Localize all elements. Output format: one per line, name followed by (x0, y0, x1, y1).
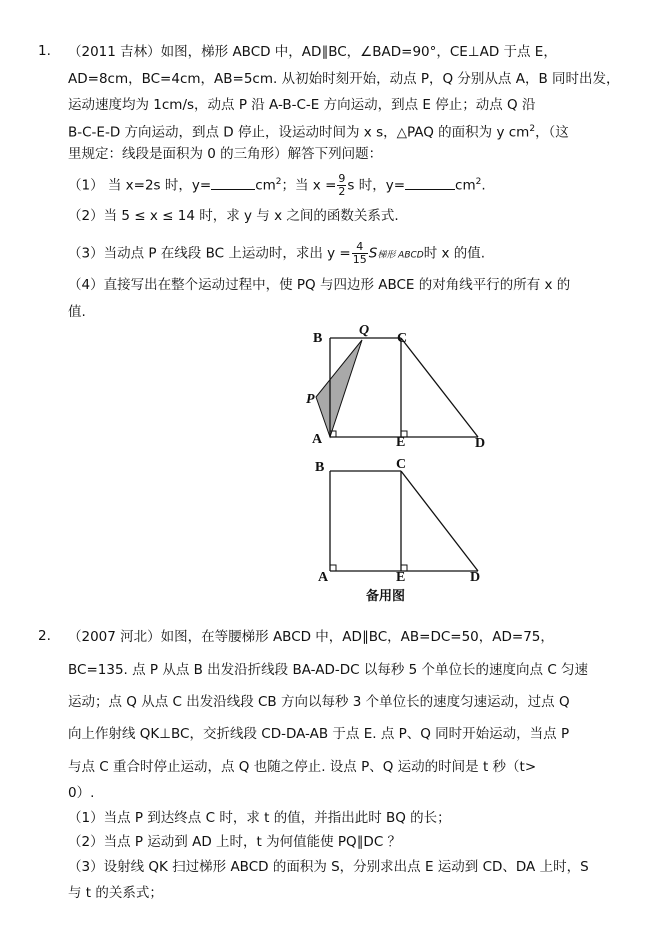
q2-line-4: 向上作射线 QK⊥BC，交折线段 CD-DA-AB 于点 E. 点 P、Q 同时开始运动，当点 P (68, 726, 570, 742)
label-b: B (313, 331, 323, 346)
frac-den: 2 (338, 185, 346, 198)
q1-line-1: （2011 吉林）如图，梯形 ABCD 中，AD∥BC，∠BAD=90°，CE⊥AD 于点 E， (68, 44, 557, 60)
label-p: P (306, 392, 315, 407)
q2-sub2: （2）当点 P 运动到 AD 上时，t 为何值能使 PQ∥DC ？ (68, 834, 402, 850)
label-a: A (312, 432, 323, 447)
q1-sub1-b: cm (255, 177, 276, 194)
q1-sub1-f: . (481, 177, 486, 194)
q1-sub1-sup2: 2 (475, 177, 482, 187)
figure-1-trapezoid (300, 320, 500, 450)
q2-sub3-line-2: 与 t 的关系式； (68, 885, 163, 901)
label-d: D (470, 570, 481, 585)
label-a: A (318, 570, 329, 585)
frac-num: 9 (338, 172, 346, 185)
q1-sub4-line-1: （4）直接写出在整个运动过程中，使 PQ 与四边形 ABCE 的对角线平行的所有 x 的 (68, 277, 571, 293)
segment-cd (401, 471, 478, 571)
figure-2-backup (300, 455, 500, 585)
shaded-triangle-paq (316, 340, 362, 437)
frac-den: 15 (352, 253, 367, 266)
fraction-9-2 (337, 173, 346, 198)
label-q: Q (359, 323, 370, 338)
q2-sub3-line-1: （3）设射线 QK 扫过梯形 ABCD 的面积为 S，分别求出点 E 运动到 CD、DA 上时，S (68, 859, 589, 875)
q1-sub1-d: s 时，y= (347, 177, 406, 194)
q2-line-6: 0）. (68, 785, 95, 801)
q1-line-4 (68, 120, 569, 142)
right-angle-a (330, 565, 336, 571)
q1-sub4-line-2: 值. (68, 304, 86, 320)
label-e: E (396, 435, 406, 450)
q1-sub1 (68, 173, 486, 198)
q2-line-5: 与点 C 重合时停止运动，点 Q 也随之停止. 设点 P、Q 运动的时间是 t 秒（t> (68, 759, 537, 775)
q1-line-5: 里规定：线段是面积为 0 的三角形）解答下列问题： (68, 146, 383, 162)
label-c: C (396, 457, 407, 472)
backup-figure-caption: 备用图 (366, 589, 406, 604)
q1-line-3: 运动速度均为 1cm/s，动点 P 沿 A-B-C-E 方向运动，到点 E 停止；动点 Q 沿 (68, 97, 536, 113)
q1-sub3-subscript: 梯形 ABCD (377, 250, 424, 261)
fraction-4-15 (352, 241, 368, 266)
answer-blank-1[interactable] (211, 177, 255, 190)
q1-sub1-a: （1） 当 x=2s 时，y= (68, 177, 212, 194)
q1-sub1-sup1: 2 (275, 177, 282, 187)
frac-num: 4 (352, 241, 368, 254)
question-1-number: 1. (38, 43, 51, 59)
q1-sub1-e: cm (455, 177, 476, 194)
q1-line-2: AD=8cm，BC=4cm，AB=5cm. 从初始时刻开始，动点 P，Q 分别从点 A，B 同时出发， (68, 71, 620, 87)
label-d: D (475, 436, 486, 450)
q2-sub1: （1）当点 P 到达终点 C 时，求 t 的值，并指出此时 BQ 的长； (68, 810, 451, 826)
q1-sub3-s: S (368, 245, 378, 262)
q1-sub2: （2）当 5 ≤ x ≤ 14 时，求 y 与 x 之间的函数关系式. (68, 208, 399, 224)
q1-sub3 (68, 241, 485, 266)
q1-line-4-text: B-C-E-D 方向运动，到点 D 停止，设运动时间为 x s，△PAQ 的面积为 y cm (68, 124, 530, 141)
question-2-number: 2. (38, 628, 51, 644)
q1-line-4-sup: 2 (529, 124, 536, 134)
label-e: E (396, 570, 406, 585)
q1-sub1-c: ；当 x = (281, 177, 337, 194)
label-b: B (315, 460, 325, 475)
segment-cd (401, 338, 478, 437)
answer-blank-2[interactable] (405, 177, 455, 190)
label-c: C (397, 331, 408, 346)
q2-line-2: BC=135. 点 P 从点 B 出发沿折线段 BA-AD-DC 以每秒 5 个单位长的速度向点 C 匀速 (68, 662, 589, 678)
q2-line-3: 运动；点 Q 从点 C 出发沿线段 CB 方向以每秒 3 个单位长的速度匀速运动，过点 Q (68, 694, 570, 710)
q1-line-4-tail: ，（这 (535, 124, 569, 141)
q2-line-1: （2007 河北）如图，在等腰梯形 ABCD 中，AD∥BC，AB=DC=50，AD=75， (68, 629, 554, 645)
q1-sub3-c: 时 x 的值. (423, 245, 486, 262)
q1-sub3-a: （3）当动点 P 在线段 BC 上运动时，求出 y = (68, 245, 351, 262)
